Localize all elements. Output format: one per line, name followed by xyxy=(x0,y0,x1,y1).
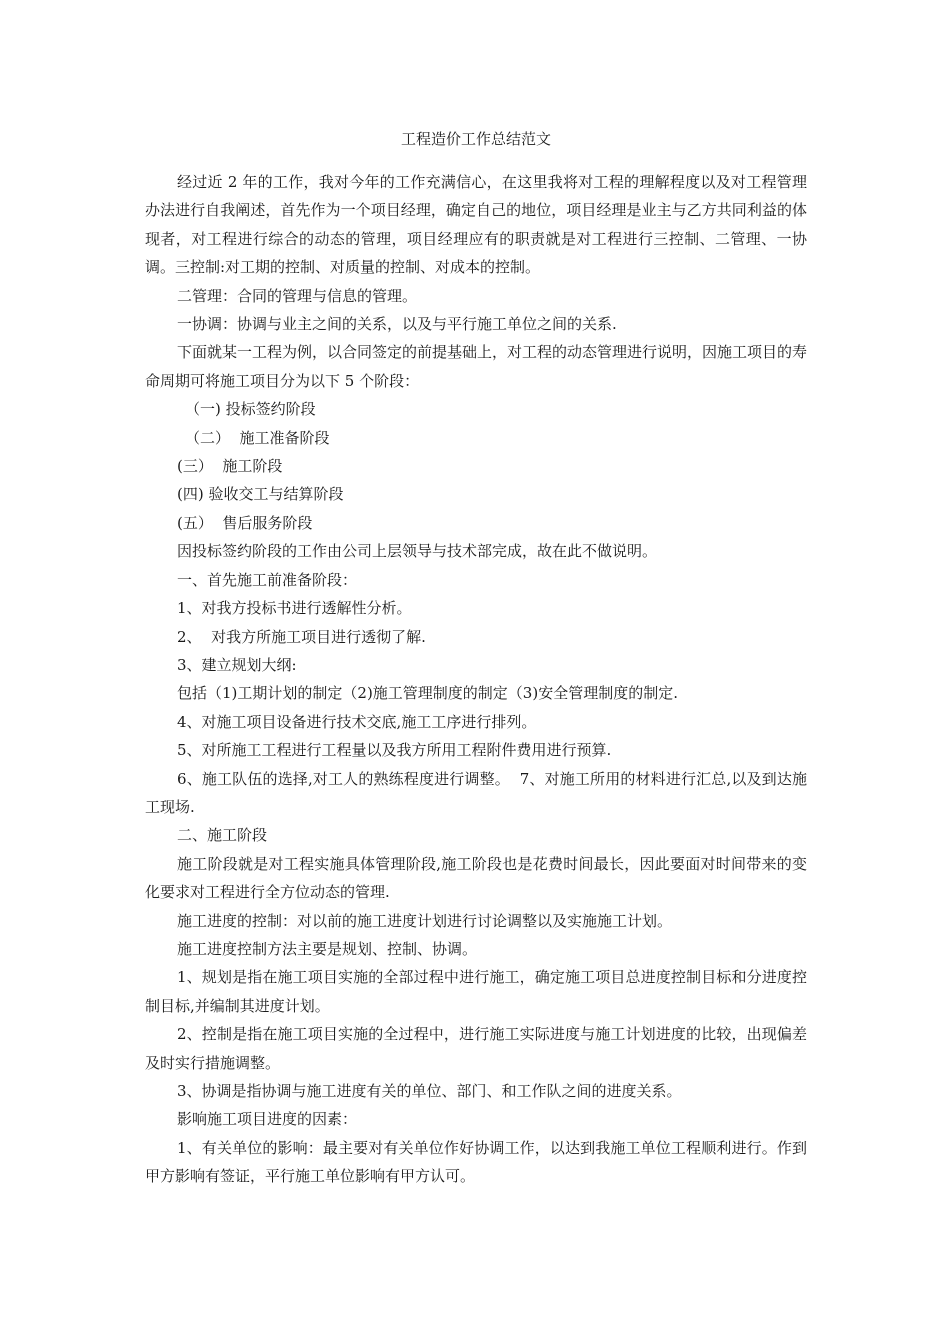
list-item: 包括（1)工期计划的制定（2)施工管理制度的制定（3)安全管理制度的制定. xyxy=(177,684,678,703)
list-item: 1、有关单位的影响：最主要对有关单位作好协调工作，以达到我施工单位工程顺利进行。作到甲方影响有签证，平行施工单位影响有甲方认可。 xyxy=(145,1138,807,1186)
paragraph-example: 下面就某一工程为例，以合同签定的前提基础上，对工程的动态管理进行说明，因施工项目的寿命周期可将施工项目分为以下 5 个阶段： xyxy=(145,343,808,390)
paragraph-bidding-note: 因投标签约阶段的工作由公司上层领导与技术部完成，故在此不做说明。 xyxy=(177,542,658,561)
list-item: 3、建立规划大纲: xyxy=(177,655,297,674)
paragraph-two-management: 二管理：合同的管理与信息的管理。 xyxy=(177,286,418,305)
paragraph-construction-stage: 施工阶段就是对工程实施具体管理阶段,施工阶段也是花费时间最长，因此要面对时间带来的变化要求对工程进行全方位动态的管理. xyxy=(145,854,807,902)
paragraph-factors-heading: 影响施工项目进度的因素： xyxy=(177,1110,358,1129)
paragraph-intro: 经过近 2 年的工作，我对今年的工作充满信心，在这里我将对工程的理解程度以及对工程管理办法进行自我阐述，首先作为一个项目经理，确定自己的地位，项目经理是业主与乙方共同利益的体现者，对工程进行综合的动态的管理，项目经理应有的职责就是对工程进行三控制、二管理、一协调。三控制:对工期的控制、对质量的控制、对成本的控制。 xyxy=(145,173,807,277)
list-item: 4、对施工项目设备进行技术交底,施工工序进行排列。 xyxy=(177,712,537,731)
stage-item-5: (五） 售后服务阶段 xyxy=(177,513,313,532)
list-item: 1、对我方投标书进行透解性分析。 xyxy=(177,599,412,618)
stage-item-3: (三） 施工阶段 xyxy=(177,457,283,476)
document-body xyxy=(145,168,807,1191)
section-heading-construction: 二、施工阶段 xyxy=(177,826,268,845)
list-item: 2、 对我方所施工项目进行透彻了解. xyxy=(177,627,426,646)
stage-item-1: （一) 投标签约阶段 xyxy=(185,400,316,419)
list-item: 3、协调是指协调与施工进度有关的单位、部门、和工作队之间的进度关系。 xyxy=(177,1082,682,1100)
stage-item-2: （二） 施工准备阶段 xyxy=(185,428,330,447)
list-item: 2、控制是指在施工项目实施的全过程中，进行施工实际进度与施工计划进度的比较，出现偏差及时实行措施调整。 xyxy=(145,1025,807,1072)
stage-item-4: (四) 验收交工与结算阶段 xyxy=(177,485,344,504)
section-heading-preparation: 一、首先施工前准备阶段： xyxy=(177,570,358,589)
paragraph-progress-control: 施工进度的控制：对以前的施工进度计划进行讨论调整以及实施施工计划。 xyxy=(177,911,673,930)
paragraph-progress-methods: 施工进度控制方法主要是规划、控制、协调。 xyxy=(177,939,478,958)
list-item: 1、规划是指在施工项目实施的全部过程中进行施工，确定施工项目总进度控制目标和分进度控制目标,并编制其进度计划。 xyxy=(145,968,807,1015)
list-item: 6、施工队伍的选择,对工人的熟练程度进行调整。 7、对施工所用的材料进行汇总,以及到达施工现场. xyxy=(145,769,807,816)
list-item: 5、对所施工工程进行工程量以及我方所用工程附件费用进行预算. xyxy=(177,741,612,760)
document-title: 工程造价工作总结范文 xyxy=(400,130,551,148)
paragraph-one-coordination: 一协调：协调与业主之间的关系，以及与平行施工单位之间的关系. xyxy=(177,315,617,334)
